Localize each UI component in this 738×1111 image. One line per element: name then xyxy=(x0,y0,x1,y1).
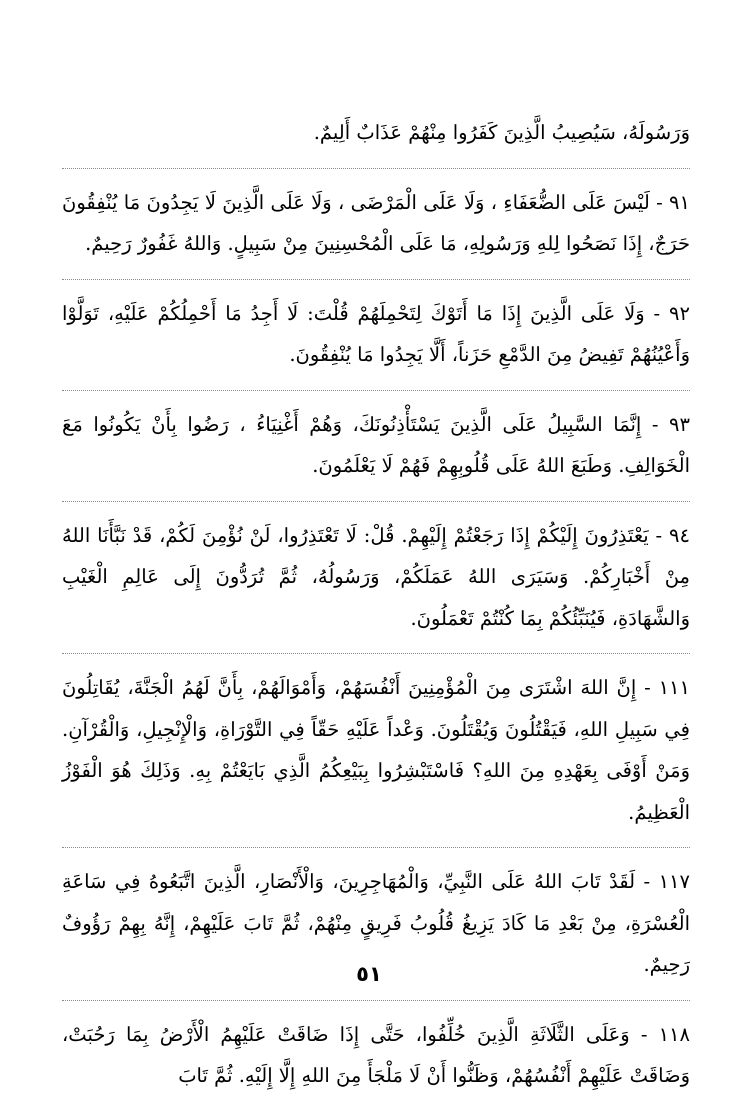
paragraph-separator xyxy=(62,168,690,170)
verse-93: ٩٣ - إِنَّمَا السَّبِيلُ عَلَى الَّذِينَ يَسْتَأْذِنُونَكَ، وَهُمْ أَغْنِيَاءُ ، رَضُوا بِأَنْ يَكُونُوا مَعَ الْخَوَالِفِ. وَطَبَعَ اللهُ عَلَى قُلُوبِهِمْ فَهُمْ لَا يَعْلَمُونَ. xyxy=(62,412,690,477)
verse-111: ١١١ - إِنَّ اللهَ اشْتَرَى مِنَ الْمُؤْمِنِينَ أَنْفُسَهُمْ، وَأَمْوَالَهُمْ، بِأَنَّ لَهُمُ الْجَنَّةَ، يُقَاتِلُونَ فِي سَبِيلِ اللهِ، فَيَقْتُلُونَ وَيُقْتَلُونَ. وَعْداً عَلَيْهِ حَقّاً فِي التَّوْرَاةِ، وَالْإِنْجِيلِ، وَالْقُرْآنِ. وَمَنْ أَوْفَى بِعَهْدِهِ مِنَ اللهِ؟ فَاسْتَبْشِرُوا بِبَيْعِكُمُ الَّذِي بَايَعْتُمْ بِهِ. وَذَلِكَ هُوَ الْفَوْزُ الْعَظِيمُ. xyxy=(62,676,690,824)
verse-117: ١١٧ - لَقَدْ تَابَ اللهُ عَلَى النَّبِيِّ، وَالْمُهَاجِرِينَ، وَالْأَنْصَارِ، الَّذِينَ اتَّبَعُوهُ فِي سَاعَةِ الْعُسْرَةِ، مِنْ بَعْدِ مَا كَادَ يَزِيغُ قُلُوبُ فَرِيقٍ مِنْهُمْ، ثُمَّ تَابَ عَلَيْهِمْ، إِنَّهُ بِهِمْ رَؤُوفٌ رَحِيمٌ. xyxy=(62,870,690,976)
paragraph-separator xyxy=(62,847,690,849)
page-body xyxy=(62,100,690,1111)
paragraph-separator xyxy=(62,390,690,392)
verse-92: ٩٢ - وَلَا عَلَى الَّذِينَ إِذَا مَا أَتَوْكَ لِتَحْمِلَهُمْ قُلْتَ: لَا أَجِدُ مَا أَحْمِلُكُمْ عَلَيْهِ، تَوَلَّوْا وَأَعْيُنُهُمْ تَفِيضُ مِنَ الدَّمْعِ حَزَناً، أَلَّا يَجِدُوا مَا يُنْفِقُونَ. xyxy=(62,301,690,366)
paragraph-separator xyxy=(62,501,690,503)
verse-91: ٩١ - لَيْسَ عَلَى الضُّعَفَاءِ ، وَلَا عَلَى الْمَرْضَى ، وَلَا عَلَى الَّذِينَ لَا يَجِدُونَ مَا يُنْفِقُونَ حَرَجٌ، إِذَا نَصَحُوا لِلهِ وَرَسُولِهِ، مَا عَلَى الْمُحْسِنِينَ مِنْ سَبِيلٍ. وَاللهُ غَفُورٌ رَحِيمٌ. xyxy=(62,190,690,255)
verse-118: ١١٨ - وَعَلَى الثَّلَاثَةِ الَّذِينَ خُلِّفُوا، حَتَّى إِذَا ضَاقَتْ عَلَيْهِمُ الْأَرْضُ بِمَا رَحُبَتْ، وَضَاقَتْ عَلَيْهِمْ أَنْفُسُهُمْ، وَظَنُّوا أَنْ لَا مَلْجَأَ مِنَ اللهِ إِلَّا إِلَيْهِ. ثُمَّ تَابَ xyxy=(62,1022,690,1087)
paragraph-separator xyxy=(62,279,690,281)
page-number: ٥١ xyxy=(356,962,382,986)
paragraph-separator xyxy=(62,653,690,655)
paragraph-continuation: وَرَسُولَهُ، سَيُصِيبُ الَّذِينَ كَفَرُوا مِنْهُمْ عَذَابٌ أَلِيمٌ. xyxy=(313,121,690,144)
verse-94: ٩٤ - يَعْتَذِرُونَ إِلَيْكُمْ إِذَا رَجَعْتُمْ إِلَيْهِمْ. قُلْ: لَا تَعْتَذِرُوا، لَنْ نُؤْمِنَ لَكُمْ، قَدْ نَبَّأَنَا اللهُ مِنْ أَخْبَارِكُمْ. وَسَيَرَى اللهُ عَمَلَكُمْ، وَرَسُولُهُ، ثُمَّ تُرَدُّونَ إِلَى عَالِمِ الْغَيْبِ وَالشَّهَادَةِ، فَيُنَبِّئُكُمْ بِمَا كُنْتُمْ تَعْمَلُونَ. xyxy=(62,523,690,630)
paragraph-separator xyxy=(62,1000,690,1002)
